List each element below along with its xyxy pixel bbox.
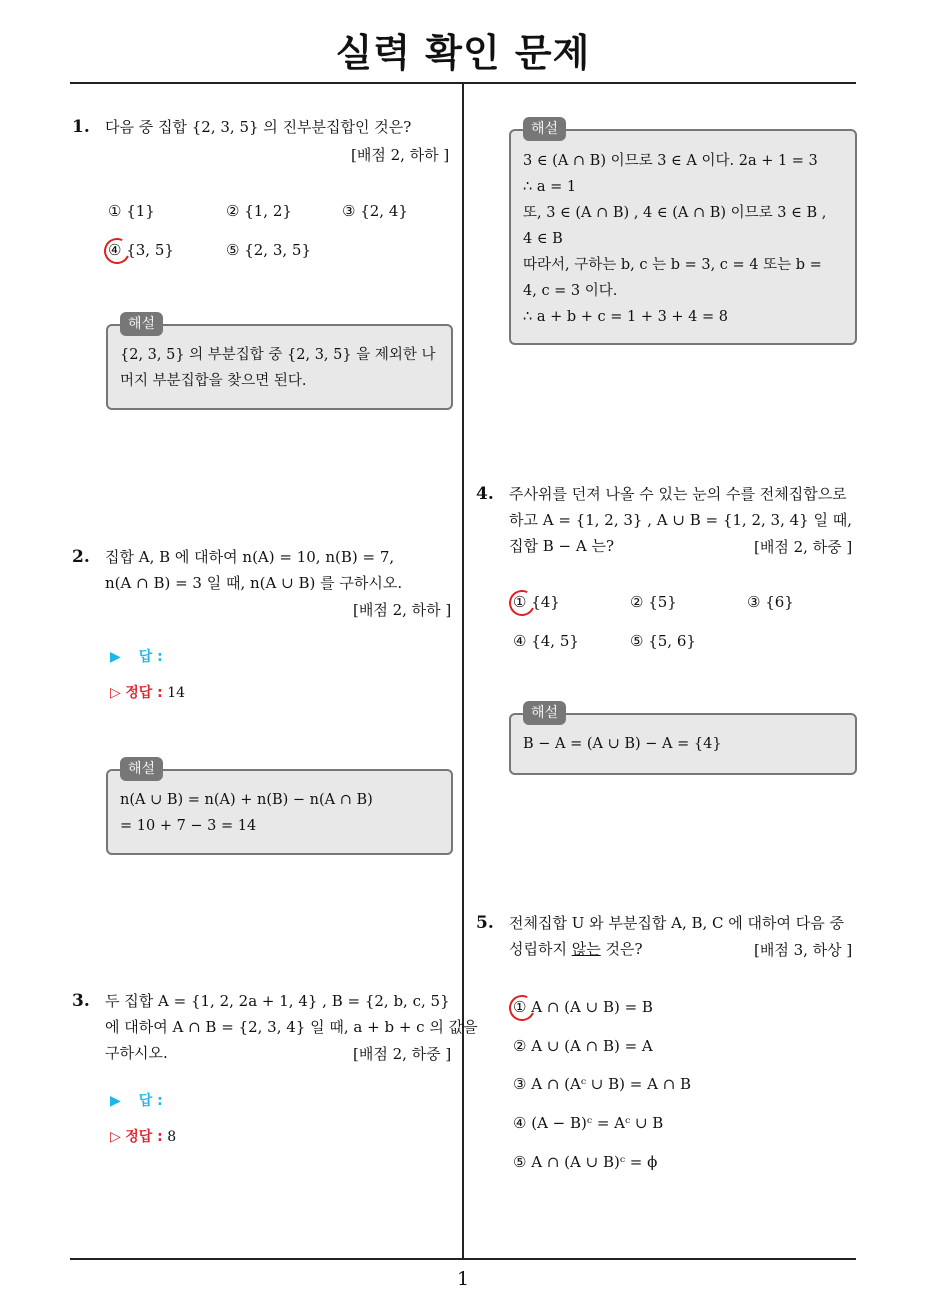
explanation-tag: 해설 xyxy=(523,117,566,141)
question-number: 4. xyxy=(476,484,494,504)
answer-prompt xyxy=(110,1090,163,1110)
answer-prompt xyxy=(110,646,163,666)
question-text: 구하시오. xyxy=(105,1044,168,1062)
question-meta: [배점 2, 하하 ] xyxy=(353,601,452,619)
question-text: 두 집합 A = {1, 2, 2a + 1, 4} , B = {2, b, c, 5} xyxy=(105,992,450,1010)
question-text: 주사위를 던져 나올 수 있는 눈의 수를 전체집합으로 xyxy=(509,485,847,503)
choice-4[interactable]: ④ (A − B)ᶜ = Aᶜ ∪ B xyxy=(513,1114,664,1132)
question-text: 다음 중 집합 {2, 3, 5} 의 진부분집합인 것은? xyxy=(105,118,412,136)
correct-answer xyxy=(110,682,185,702)
choice-5[interactable]: ⑤ A ∩ (A ∪ B)ᶜ = ϕ xyxy=(513,1153,658,1171)
choice-2[interactable]: ② {1, 2} xyxy=(226,202,292,220)
explanation-line: 또, 3 ∈ (A ∩ B) , 4 ∈ (A ∩ B) 이므로 3 ∈ B , xyxy=(523,205,827,221)
question-meta: [배점 3, 하상 ] xyxy=(754,941,853,959)
explanation-box xyxy=(509,705,857,775)
explanation-tag: 해설 xyxy=(120,757,163,781)
explanation-line: ∴ a = 1 xyxy=(523,179,577,195)
choice-3[interactable]: ③ {6} xyxy=(747,593,794,611)
play-icon: ▶ xyxy=(110,649,121,665)
explanation-line: = 10 + 7 − 3 = 14 xyxy=(120,818,257,834)
explanation-box xyxy=(106,316,453,410)
answer-circle-mark xyxy=(100,234,133,267)
explanation-line: {2, 3, 5} 의 부분집합 중 {2, 3, 5} 을 제외한 나 xyxy=(120,347,436,363)
choice-2[interactable]: ② {5} xyxy=(630,593,677,611)
page-title: 실력 확인 문제 xyxy=(335,31,591,75)
question-meta: [배점 2, 하중 ] xyxy=(754,538,853,556)
question-meta: [배점 2, 하중 ] xyxy=(353,1045,452,1063)
bottom-rule xyxy=(70,1258,856,1260)
question-number: 1. xyxy=(72,117,90,137)
correct-value: 8 xyxy=(167,1129,177,1145)
correct-label: 정답 : xyxy=(125,685,163,701)
correct-answer xyxy=(110,1126,176,1146)
question-text: 집합 A, B 에 대하여 n(A) = 10, n(B) = 7, xyxy=(105,548,395,566)
correct-label: 정답 : xyxy=(125,1129,163,1145)
choice-4[interactable]: ④ {3, 5} xyxy=(108,241,174,259)
explanation-line: 머지 부분집합을 찾으면 된다. xyxy=(120,373,307,389)
choice-4[interactable]: ④ {4, 5} xyxy=(513,632,579,650)
page-number: 1 xyxy=(456,1268,470,1290)
choice-1[interactable]: ① {1} xyxy=(108,202,155,220)
question-text: 집합 B − A 는? xyxy=(509,537,615,555)
explanation-line: 3 ∈ (A ∩ B) 이므로 3 ∈ A 이다. 2a + 1 = 3 xyxy=(523,153,818,169)
choice-1[interactable]: ① {4} xyxy=(513,593,560,611)
triangle-icon: ▷ xyxy=(110,1129,121,1145)
play-icon: ▶ xyxy=(110,1093,121,1109)
choice-2[interactable]: ② A ∪ (A ∩ B) = A xyxy=(513,1037,653,1055)
choice-1[interactable]: ① A ∩ (A ∪ B) = B xyxy=(513,998,653,1016)
choice-5[interactable]: ⑤ {5, 6} xyxy=(630,632,696,650)
explanation-box xyxy=(509,121,857,345)
question-number: 3. xyxy=(72,991,90,1011)
question-text: n(A ∩ B) = 3 일 때, n(A ∪ B) 를 구하시오. xyxy=(105,574,403,592)
underlined-word: 않는 xyxy=(571,940,601,958)
choice-3[interactable]: ③ A ∩ (Aᶜ ∪ B) = A ∩ B xyxy=(513,1075,692,1093)
choice-3[interactable]: ③ {2, 4} xyxy=(342,202,408,220)
explanation-tag: 해설 xyxy=(120,312,163,336)
explanation-line: B − A = (A ∪ B) − A = {4} xyxy=(523,736,722,752)
answer-circle-mark xyxy=(505,991,538,1024)
correct-value: 14 xyxy=(167,685,186,701)
explanation-line: 따라서, 구하는 b, c 는 b = 3, c = 4 또는 b = xyxy=(523,257,822,273)
answer-label: 답 : xyxy=(138,1093,163,1109)
question-text: 에 대하여 A ∩ B = {2, 3, 4} 일 때, a + b + c 의 값을 xyxy=(105,1018,478,1036)
question-meta: [배점 2, 하하 ] xyxy=(351,146,450,164)
choice-5[interactable]: ⑤ {2, 3, 5} xyxy=(226,241,312,259)
question-text: 하고 A = {1, 2, 3} , A ∪ B = {1, 2, 3, 4} 일 때, xyxy=(509,511,852,529)
question-number: 5. xyxy=(476,913,494,933)
triangle-icon: ▷ xyxy=(110,685,121,701)
column-divider xyxy=(462,83,464,1259)
explanation-line: 4, c = 3 이다. xyxy=(523,283,618,299)
explanation-line: n(A ∪ B) = n(A) + n(B) − n(A ∩ B) xyxy=(120,792,373,808)
explanation-box xyxy=(106,761,453,855)
question-number: 2. xyxy=(72,547,90,567)
question-text-part: 성립하지 xyxy=(509,940,572,958)
explanation-line: 4 ∈ B xyxy=(523,231,563,247)
explanation-tag: 해설 xyxy=(523,701,566,725)
explanation-line: ∴ a + b + c = 1 + 3 + 4 = 8 xyxy=(523,309,728,325)
answer-circle-mark xyxy=(505,586,538,619)
question-text xyxy=(509,936,643,962)
question-text: 전체집합 U 와 부분집합 A, B, C 에 대하여 다음 중 xyxy=(509,914,845,932)
answer-label: 답 : xyxy=(138,649,163,665)
question-text-part: 것은? xyxy=(600,940,643,958)
